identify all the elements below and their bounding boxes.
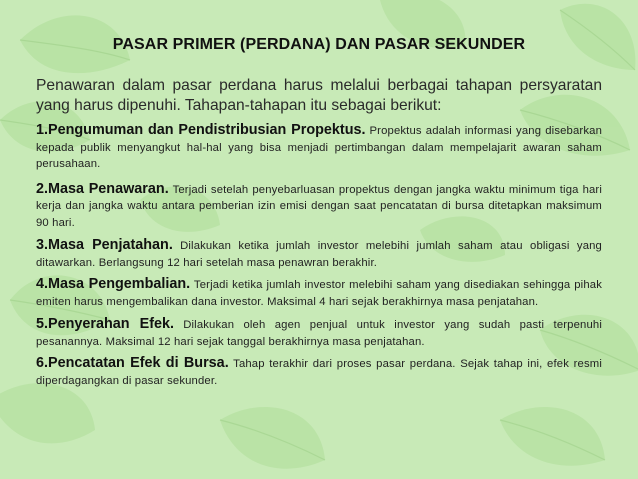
step-item [36, 237, 602, 271]
intro-paragraph: Penawaran dalam pasar perdana harus melalui berbagai tahapan persyaratan yang harus dipenuhi. Tahapan-tahapan itu sebagai berikut: [36, 77, 602, 114]
step-heading-separator: . [361, 122, 366, 138]
step-description: Dilakukan ketika jumlah investor melebihi jumlah saham atau obligasi yang ditawarkan. Berlangsung 12 hari setelah masa penawran berakhir. [36, 240, 602, 269]
step-heading: 4.Masa Pengembalian [36, 276, 187, 292]
step-description: Terjadi ketika jumlah investor melebihi saham yang disediakan sehingga pihak emiten harus mengembalikan dana investor. Maksimal 4 hari sejak berakhirnya masa penjatahan. [36, 279, 602, 308]
step-heading: 3.Masa Penjatahan [36, 237, 169, 253]
step-item [36, 355, 602, 389]
step-heading: 6.Pencatatan Efek di Bursa [36, 355, 225, 371]
slide-title: PASAR PRIMER (PERDANA) DAN PASAR SEKUNDER [112, 36, 526, 53]
leaf-icon [0, 383, 95, 443]
step-heading-separator: . [186, 276, 191, 292]
leaf-icon [220, 407, 325, 469]
step-heading: 2.Masa Penawaran [36, 180, 165, 197]
step-item [36, 316, 602, 350]
step-item [36, 122, 602, 173]
step-description: Terjadi setelah penyebarluasan propektus dengan jangka waktu minimum tiga hari kerja dan jangka waktu antara pemberian izin emisi dengan saat pencatatan di bursa ditetapkan maksimum 90 hari. [36, 183, 603, 229]
step-heading: 1.Pengumuman dan Pendistribusian Propektus [36, 122, 362, 138]
step-heading-separator: . [170, 316, 175, 332]
step-heading-separator: . [164, 180, 169, 197]
step-heading: 5.Penyerahan Efek [36, 316, 171, 332]
step-item [36, 181, 602, 232]
slide-content [36, 0, 602, 389]
step-description: Dilakukan oleh agen penjual untuk investor yang sudah pasti terpenuhi pesanannya. Maksimal 12 hari sejak tanggal berakhirnya masa penjatahan. [36, 319, 602, 348]
step-item [36, 276, 602, 310]
step-description: Propektus adalah informasi yang disebarkan kepada publik menyangkut hal-hal yang bisa menjadi pertimbangan dalam mempelajarit awaran saham perusahaan. [36, 125, 602, 170]
step-heading-separator: . [168, 237, 173, 253]
step-heading-separator: . [224, 355, 229, 371]
step-description: Tahap terakhir dari proses pasar perdana. Sejak tahap ini, efek resmi diperdagangkan di pasar sekunder. [36, 358, 602, 387]
